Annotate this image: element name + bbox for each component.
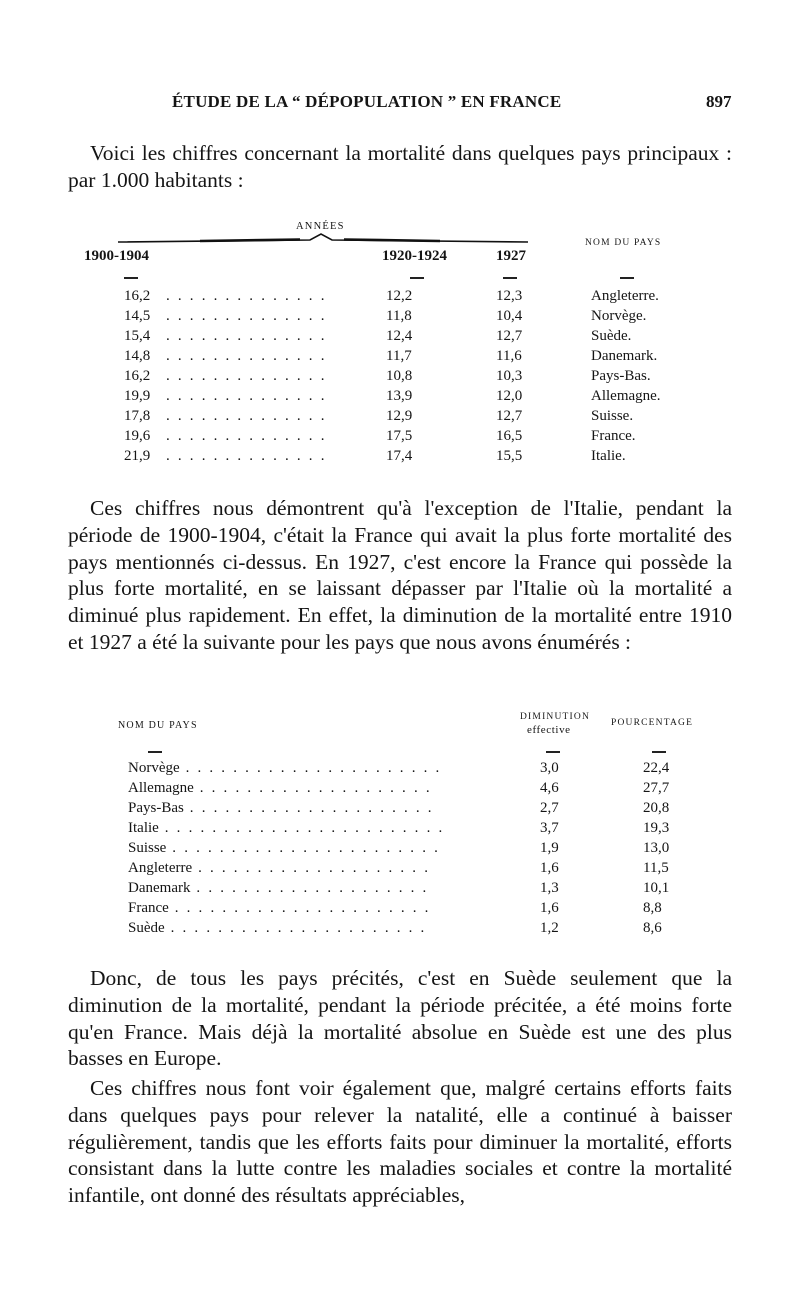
value-1927: 12,7 <box>496 408 523 424</box>
diminution-value: 1,6 <box>540 900 559 916</box>
value-1927: 10,4 <box>496 308 523 324</box>
leader-dots: . . . . . . . . . . . . . . <box>166 388 327 404</box>
country-name: Angleterre . . . . . . . . . . . . . . . . . . . . <box>128 860 431 876</box>
value-1927: 12,3 <box>496 288 523 304</box>
table-row <box>124 348 684 368</box>
percentage-value: 22,4 <box>643 760 670 776</box>
country-name: Allemagne . . . . . . . . . . . . . . . . . . . . <box>128 780 432 796</box>
diminution-value: 1,3 <box>540 880 559 896</box>
value-1900-1904: 21,9 <box>124 448 151 464</box>
value-1920-1924: 10,8 <box>386 368 413 384</box>
country-name: Suède . . . . . . . . . . . . . . . . . . . . . . <box>128 920 427 936</box>
value-1920-1924: 17,4 <box>386 448 413 464</box>
value-1920-1924: 12,2 <box>386 288 413 304</box>
table-row <box>124 448 684 468</box>
percentage-value: 13,0 <box>643 840 670 856</box>
country-name: Suisse . . . . . . . . . . . . . . . . . . . . . . . <box>128 840 441 856</box>
value-1927: 12,7 <box>496 328 523 344</box>
col-header-diminution: DIMINUTION <box>520 712 591 722</box>
col-header-1900-1904: 1900-1904 <box>84 248 149 264</box>
country-name: France . . . . . . . . . . . . . . . . . . . . . . <box>128 900 431 916</box>
table-row <box>128 760 708 780</box>
value-1920-1924: 13,9 <box>386 388 413 404</box>
value-1900-1904: 16,2 <box>124 368 151 384</box>
header-dash <box>652 751 666 753</box>
value-1920-1924: 17,5 <box>386 428 413 444</box>
value-1927: 11,6 <box>496 348 522 364</box>
diminution-value: 2,7 <box>540 800 559 816</box>
table-row <box>124 328 684 348</box>
analysis-paragraph: Ces chiffres nous démontrent qu'à l'exception de l'Italie, pendant la période de 1900-1904, c'était la France qui avait la plus forte mortalité des pays mentionnés ci-dessus. En 1927, c'est encore la France qui possède la plus forte mortalité, en se laissant dépasser par l'Italie où la mortalité a diminué plus rapidement. En effet, la diminution de la mortalité entre 1910 et 1927 a été la suivante pour les pays que nous avons énumérés : <box>68 496 732 654</box>
col-header-country: NOM DU PAYS <box>585 238 662 248</box>
percentage-value: 8,6 <box>643 920 662 936</box>
value-1900-1904: 16,2 <box>124 288 151 304</box>
value-1900-1904: 15,4 <box>124 328 151 344</box>
country-name: Suède. <box>591 328 632 344</box>
leader-dots: . . . . . . . . . . . . . . <box>166 428 327 444</box>
col-header-country: NOM DU PAYS <box>118 720 198 731</box>
table-row <box>128 780 708 800</box>
diminution-value: 3,7 <box>540 820 559 836</box>
col-header-1920-1924: 1920-1924 <box>382 248 447 264</box>
value-1927: 15,5 <box>496 448 523 464</box>
value-1900-1904: 19,6 <box>124 428 151 444</box>
percentage-value: 27,7 <box>643 780 670 796</box>
country-name: Danemark. <box>591 348 658 364</box>
diminution-value: 1,2 <box>540 920 559 936</box>
country-name: Norvège. <box>591 308 647 324</box>
header-dash <box>148 751 162 753</box>
closing-paragraph: Ces chiffres nous font voir également que, malgré certains efforts faits dans quelques pays pour relever la natalité, elle a continué à baisser régulièrement, tandis que les efforts faits pour diminuer la mortalité, efforts consistant dans la lutte contre les maladies sociales et contre la mortalité infantile, ont donné des résultats appréciables, <box>68 1076 732 1208</box>
leader-dots: . . . . . . . . . . . . . . <box>166 288 327 304</box>
leader-dots: . . . . . . . . . . . . . . <box>166 408 327 424</box>
country-name: Italie . . . . . . . . . . . . . . . . . . . . . . . . <box>128 820 445 836</box>
table-row <box>128 860 708 880</box>
percentage-value: 11,5 <box>643 860 669 876</box>
table-row <box>124 368 684 388</box>
country-name: Allemagne. <box>591 388 661 404</box>
leader-dots: . . . . . . . . . . . . . . <box>166 348 327 364</box>
table-row <box>124 308 684 328</box>
leader-dots: . . . . . . . . . . . . . . <box>166 368 327 384</box>
value-1927: 16,5 <box>496 428 523 444</box>
percentage-value: 8,8 <box>643 900 662 916</box>
page-number: 897 <box>706 92 732 111</box>
value-1927: 10,3 <box>496 368 523 384</box>
country-name: France. <box>591 428 636 444</box>
years-group-label: ANNÉES <box>296 221 345 232</box>
country-name: Danemark . . . . . . . . . . . . . . . . . . . . <box>128 880 429 896</box>
col-header-1927: 1927 <box>496 248 526 264</box>
table-row <box>128 900 708 920</box>
header-dash <box>124 277 138 279</box>
percentage-value: 19,3 <box>643 820 670 836</box>
leader-dots: . . . . . . . . . . . . . . <box>166 328 327 344</box>
intro-paragraph: Voici les chiffres concernant la mortalité dans quelques pays principaux : par 1.000 habitants : <box>68 141 732 192</box>
country-name: Angleterre. <box>591 288 659 304</box>
country-name: Norvège . . . . . . . . . . . . . . . . . . . . . . <box>128 760 442 776</box>
percentage-value: 10,1 <box>643 880 670 896</box>
diminution-value: 3,0 <box>540 760 559 776</box>
diminution-value: 1,6 <box>540 860 559 876</box>
header-dash <box>410 277 424 279</box>
value-1920-1924: 11,7 <box>386 348 412 364</box>
table-row <box>128 800 708 820</box>
col-header-percentage: POURCENTAGE <box>611 718 694 728</box>
country-name: Suisse. <box>591 408 634 424</box>
table-row <box>124 408 684 428</box>
table-row <box>124 388 684 408</box>
value-1927: 12,0 <box>496 388 523 404</box>
value-1900-1904: 19,9 <box>124 388 151 404</box>
header-dash <box>546 751 560 753</box>
value-1920-1924: 12,4 <box>386 328 413 344</box>
table-row <box>124 288 684 308</box>
diminution-value: 4,6 <box>540 780 559 796</box>
header-dash <box>503 277 517 279</box>
mortality-table <box>0 0 800 480</box>
value-1920-1924: 12,9 <box>386 408 413 424</box>
header-dash <box>620 277 634 279</box>
country-name: Pays-Bas. <box>591 368 651 384</box>
table-row <box>128 880 708 900</box>
conclusion-paragraph: Donc, de tous les pays précités, c'est en Suède seulement que la diminution de la mortalité, pendant la période précitée, a été moins forte qu'en France. Mais déjà la mortalité absolue en Suède est une des plus basses en Europe. <box>68 966 732 1071</box>
col-header-effective: effective <box>527 724 571 736</box>
value-1920-1924: 11,8 <box>386 308 412 324</box>
diminution-value: 1,9 <box>540 840 559 856</box>
country-name: Italie. <box>591 448 626 464</box>
value-1900-1904: 17,8 <box>124 408 151 424</box>
table-row <box>128 840 708 860</box>
table-row <box>128 820 708 840</box>
country-name: Pays-Bas . . . . . . . . . . . . . . . . . . . . . <box>128 800 434 816</box>
leader-dots: . . . . . . . . . . . . . . <box>166 308 327 324</box>
running-title: ÉTUDE DE LA “ DÉPOPULATION ” EN FRANCE <box>172 92 562 111</box>
value-1900-1904: 14,8 <box>124 348 151 364</box>
leader-dots: . . . . . . . . . . . . . . <box>166 448 327 464</box>
table-row <box>128 920 708 940</box>
percentage-value: 20,8 <box>643 800 670 816</box>
value-1900-1904: 14,5 <box>124 308 151 324</box>
table-row <box>124 428 684 448</box>
